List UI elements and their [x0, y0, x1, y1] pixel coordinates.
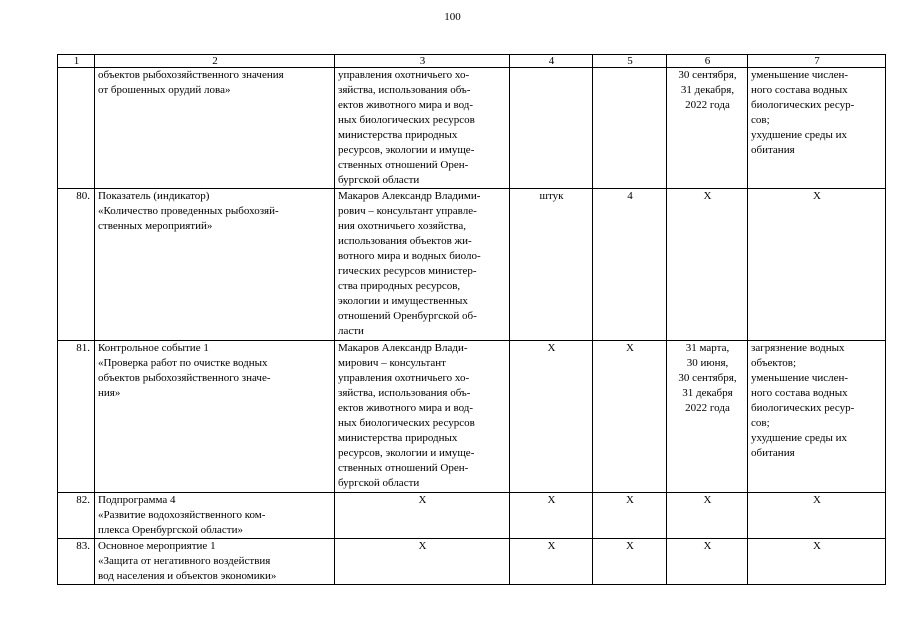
column-header: 2: [95, 55, 335, 68]
row-deadline: X: [667, 493, 748, 539]
column-header: 1: [58, 55, 95, 68]
row-value: X: [593, 493, 667, 539]
row-responsible: управления охотничьего хо- зяйства, использования объ- ектов животного мира и вод- ных биологических ресурсов министерства природных ресурсов, экологии и имуще- ственных отношений Орен- бургской области: [335, 68, 510, 189]
row-number: 81.: [58, 341, 95, 493]
row-number: 83.: [58, 539, 95, 585]
row-unit: штук: [510, 189, 593, 341]
column-header: 4: [510, 55, 593, 68]
column-header: 6: [667, 55, 748, 68]
row-deadline: 30 сентября, 31 декабря, 2022 года: [667, 68, 748, 189]
row-name: Подпрограмма 4 «Развитие водохозяйственного ком- плекса Оренбургской области»: [95, 493, 335, 539]
row-responsible: Макаров Александр Влади- мирович – консультант управления охотничьего хо- зяйства, использования объ- ектов животного мира и вод- ных биологических ресурсов министерства природных ресурсов, экологии и имуще- ственных отношений Орен- бургской области: [335, 341, 510, 493]
column-header: 3: [335, 55, 510, 68]
table-row: [58, 341, 886, 493]
row-risks: X: [748, 539, 886, 585]
row-value: X: [593, 539, 667, 585]
page-number: 100: [444, 11, 461, 23]
row-value: X: [593, 341, 667, 493]
table-row: [58, 189, 886, 341]
row-unit: X: [510, 341, 593, 493]
row-unit: X: [510, 539, 593, 585]
row-number: [58, 68, 95, 189]
row-name: Показатель (индикатор) «Количество проведенных рыбохозяй- ственных мероприятий»: [95, 189, 335, 341]
plan-table: [57, 54, 886, 585]
row-risks: загрязнение водных объектов; уменьшение числен- ного состава водных биологических ресур- сов; ухудшение среды их обитания: [748, 341, 886, 493]
row-responsible: X: [335, 539, 510, 585]
row-number: 80.: [58, 189, 95, 341]
table-row: [58, 493, 886, 539]
column-header: 7: [748, 55, 886, 68]
row-risks: X: [748, 493, 886, 539]
row-value: [593, 68, 667, 189]
header-row: [58, 55, 886, 68]
row-name: Основное мероприятие 1 «Защита от негативного воздействия вод населения и объектов экономики»: [95, 539, 335, 585]
row-number: 82.: [58, 493, 95, 539]
row-value: 4: [593, 189, 667, 341]
table-row: [58, 68, 886, 189]
column-header: 5: [593, 55, 667, 68]
row-risks: уменьшение числен- ного состава водных биологических ресур- сов; ухудшение среды их обитания: [748, 68, 886, 189]
row-deadline: X: [667, 539, 748, 585]
row-responsible: Макаров Александр Владими- рович – консультант управле- ния охотничьего хозяйства, использования объектов жи- вотного мира и водных биоло- гических ресурсов министер- ства природных ресурсов, экологии и имущественных отношений Оренбургской об- ласти: [335, 189, 510, 341]
row-name: объектов рыбохозяйственного значения от брошенных орудий лова»: [95, 68, 335, 189]
row-name: Контрольное событие 1 «Проверка работ по очистке водных объектов рыбохозяйственного значе- ния»: [95, 341, 335, 493]
row-deadline: X: [667, 189, 748, 341]
row-deadline: 31 марта, 30 июня, 30 сентября, 31 декабря 2022 года: [667, 341, 748, 493]
row-risks: X: [748, 189, 886, 341]
row-unit: [510, 68, 593, 189]
table-row: [58, 539, 886, 585]
row-responsible: X: [335, 493, 510, 539]
row-unit: X: [510, 493, 593, 539]
